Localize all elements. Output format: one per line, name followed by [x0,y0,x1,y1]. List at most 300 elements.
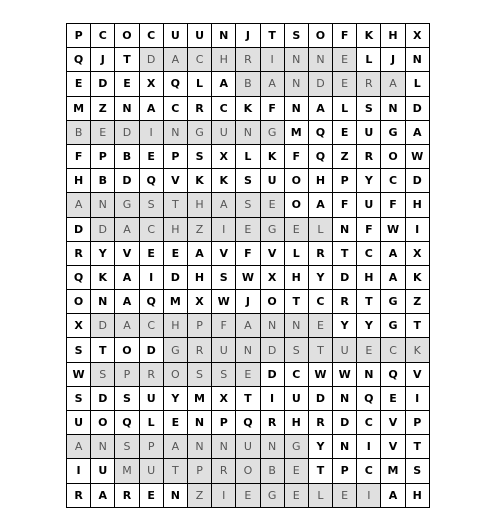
grid-cell-r1-c6[interactable]: H [212,48,236,72]
grid-cell-r7-c6[interactable]: A [212,193,236,217]
grid-cell-r16-c0[interactable]: U [67,411,91,435]
grid-cell-r4-c13[interactable]: G [381,121,405,145]
grid-cell-r14-c2[interactable]: P [115,363,139,387]
grid-cell-r11-c4[interactable]: M [164,290,188,314]
grid-cell-r0-c4[interactable]: U [164,24,188,48]
grid-cell-r7-c7[interactable]: S [236,193,260,217]
grid-cell-r0-c7[interactable]: J [236,24,260,48]
grid-cell-r18-c13[interactable]: M [381,459,405,483]
grid-cell-r4-c0[interactable]: B [67,121,91,145]
grid-cell-r5-c7[interactable]: L [236,145,260,169]
grid-cell-r6-c2[interactable]: D [115,169,139,193]
grid-cell-r5-c5[interactable]: S [188,145,212,169]
grid-cell-r8-c1[interactable]: D [91,218,115,242]
grid-cell-r9-c2[interactable]: V [115,242,139,266]
grid-cell-r15-c6[interactable]: X [212,387,236,411]
grid-cell-r4-c14[interactable]: A [406,121,430,145]
grid-cell-r15-c0[interactable]: S [67,387,91,411]
grid-cell-r0-c12[interactable]: K [357,24,381,48]
grid-cell-r10-c6[interactable]: S [212,266,236,290]
grid-cell-r16-c8[interactable]: R [261,411,285,435]
grid-cell-r17-c1[interactable]: N [91,435,115,459]
grid-cell-r12-c10[interactable]: E [309,314,333,338]
grid-cell-r18-c3[interactable]: U [140,459,164,483]
grid-cell-r16-c9[interactable]: H [285,411,309,435]
grid-cell-r1-c12[interactable]: L [357,48,381,72]
grid-cell-r3-c14[interactable]: D [406,97,430,121]
grid-cell-r13-c13[interactable]: C [381,338,405,362]
grid-cell-r10-c7[interactable]: W [236,266,260,290]
grid-cell-r13-c5[interactable]: R [188,338,212,362]
grid-cell-r17-c3[interactable]: P [140,435,164,459]
grid-cell-r6-c7[interactable]: S [236,169,260,193]
grid-cell-r2-c2[interactable]: E [115,72,139,96]
grid-cell-r10-c0[interactable]: Q [67,266,91,290]
grid-cell-r19-c10[interactable]: L [309,484,333,508]
grid-cell-r13-c9[interactable]: S [285,338,309,362]
grid-cell-r11-c1[interactable]: N [91,290,115,314]
grid-cell-r0-c0[interactable]: P [67,24,91,48]
grid-cell-r13-c10[interactable]: T [309,338,333,362]
grid-cell-r2-c6[interactable]: A [212,72,236,96]
grid-cell-r8-c0[interactable]: D [67,218,91,242]
grid-cell-r10-c1[interactable]: K [91,266,115,290]
grid-cell-r13-c8[interactable]: D [261,338,285,362]
grid-cell-r4-c1[interactable]: E [91,121,115,145]
grid-cell-r14-c0[interactable]: W [67,363,91,387]
grid-cell-r11-c7[interactable]: J [236,290,260,314]
grid-cell-r9-c6[interactable]: V [212,242,236,266]
grid-cell-r19-c14[interactable]: H [406,484,430,508]
grid-cell-r13-c6[interactable]: U [212,338,236,362]
grid-cell-r14-c8[interactable]: D [261,363,285,387]
grid-cell-r14-c13[interactable]: Q [381,363,405,387]
grid-cell-r3-c3[interactable]: A [140,97,164,121]
grid-cell-r10-c11[interactable]: D [333,266,357,290]
grid-cell-r8-c11[interactable]: N [333,218,357,242]
grid-cell-r9-c4[interactable]: E [164,242,188,266]
grid-cell-r6-c1[interactable]: B [91,169,115,193]
grid-cell-r12-c1[interactable]: D [91,314,115,338]
grid-cell-r3-c5[interactable]: R [188,97,212,121]
grid-cell-r16-c13[interactable]: V [381,411,405,435]
grid-cell-r9-c0[interactable]: R [67,242,91,266]
grid-cell-r1-c9[interactable]: N [285,48,309,72]
grid-cell-r8-c3[interactable]: C [140,218,164,242]
grid-cell-r14-c10[interactable]: W [309,363,333,387]
grid-cell-r12-c6[interactable]: F [212,314,236,338]
grid-cell-r4-c5[interactable]: G [188,121,212,145]
grid-cell-r14-c9[interactable]: C [285,363,309,387]
grid-cell-r15-c5[interactable]: M [188,387,212,411]
grid-cell-r1-c5[interactable]: C [188,48,212,72]
grid-cell-r0-c14[interactable]: X [406,24,430,48]
grid-cell-r16-c5[interactable]: N [188,411,212,435]
grid-cell-r12-c14[interactable]: T [406,314,430,338]
grid-cell-r15-c14[interactable]: I [406,387,430,411]
grid-cell-r8-c9[interactable]: E [285,218,309,242]
grid-cell-r18-c5[interactable]: P [188,459,212,483]
grid-cell-r10-c14[interactable]: K [406,266,430,290]
grid-cell-r6-c3[interactable]: Q [140,169,164,193]
grid-cell-r13-c12[interactable]: E [357,338,381,362]
grid-cell-r3-c8[interactable]: F [261,97,285,121]
grid-cell-r11-c2[interactable]: A [115,290,139,314]
grid-cell-r6-c6[interactable]: K [212,169,236,193]
grid-cell-r14-c6[interactable]: S [212,363,236,387]
grid-cell-r0-c3[interactable]: C [140,24,164,48]
grid-cell-r10-c3[interactable]: I [140,266,164,290]
grid-cell-r5-c4[interactable]: P [164,145,188,169]
grid-cell-r9-c10[interactable]: R [309,242,333,266]
grid-cell-r0-c10[interactable]: O [309,24,333,48]
grid-cell-r19-c0[interactable]: R [67,484,91,508]
grid-cell-r12-c2[interactable]: A [115,314,139,338]
grid-cell-r14-c4[interactable]: O [164,363,188,387]
grid-cell-r1-c10[interactable]: N [309,48,333,72]
grid-cell-r16-c3[interactable]: L [140,411,164,435]
grid-cell-r18-c12[interactable]: C [357,459,381,483]
grid-cell-r13-c7[interactable]: N [236,338,260,362]
grid-cell-r3-c12[interactable]: S [357,97,381,121]
grid-cell-r2-c8[interactable]: A [261,72,285,96]
grid-cell-r0-c8[interactable]: T [261,24,285,48]
grid-cell-r11-c6[interactable]: W [212,290,236,314]
grid-cell-r10-c13[interactable]: A [381,266,405,290]
grid-cell-r11-c9[interactable]: T [285,290,309,314]
grid-cell-r18-c14[interactable]: S [406,459,430,483]
grid-cell-r19-c11[interactable]: E [333,484,357,508]
grid-cell-r4-c7[interactable]: N [236,121,260,145]
grid-cell-r9-c14[interactable]: X [406,242,430,266]
grid-cell-r12-c9[interactable]: N [285,314,309,338]
grid-cell-r17-c0[interactable]: A [67,435,91,459]
grid-cell-r16-c1[interactable]: O [91,411,115,435]
grid-cell-r4-c8[interactable]: G [261,121,285,145]
grid-cell-r7-c10[interactable]: A [309,193,333,217]
grid-cell-r16-c4[interactable]: E [164,411,188,435]
grid-cell-r19-c2[interactable]: R [115,484,139,508]
grid-cell-r19-c1[interactable]: A [91,484,115,508]
grid-cell-r11-c11[interactable]: R [333,290,357,314]
grid-cell-r12-c8[interactable]: N [261,314,285,338]
grid-cell-r11-c3[interactable]: Q [140,290,164,314]
grid-cell-r16-c11[interactable]: D [333,411,357,435]
grid-cell-r3-c0[interactable]: M [67,97,91,121]
grid-cell-r5-c9[interactable]: F [285,145,309,169]
grid-cell-r2-c12[interactable]: R [357,72,381,96]
grid-cell-r5-c13[interactable]: O [381,145,405,169]
grid-cell-r11-c10[interactable]: C [309,290,333,314]
grid-cell-r6-c13[interactable]: C [381,169,405,193]
grid-cell-r7-c14[interactable]: H [406,193,430,217]
grid-cell-r0-c1[interactable]: C [91,24,115,48]
grid-cell-r14-c7[interactable]: E [236,363,260,387]
grid-cell-r5-c6[interactable]: X [212,145,236,169]
grid-cell-r9-c5[interactable]: A [188,242,212,266]
grid-cell-r8-c10[interactable]: L [309,218,333,242]
grid-cell-r7-c1[interactable]: N [91,193,115,217]
grid-cell-r2-c1[interactable]: D [91,72,115,96]
grid-cell-r11-c8[interactable]: O [261,290,285,314]
grid-cell-r17-c5[interactable]: N [188,435,212,459]
grid-cell-r15-c1[interactable]: D [91,387,115,411]
grid-cell-r12-c4[interactable]: H [164,314,188,338]
grid-cell-r16-c6[interactable]: P [212,411,236,435]
grid-cell-r2-c11[interactable]: E [333,72,357,96]
grid-cell-r18-c11[interactable]: P [333,459,357,483]
grid-cell-r3-c7[interactable]: K [236,97,260,121]
grid-cell-r15-c11[interactable]: N [333,387,357,411]
grid-cell-r19-c8[interactable]: G [261,484,285,508]
grid-cell-r2-c4[interactable]: Q [164,72,188,96]
grid-cell-r19-c5[interactable]: Z [188,484,212,508]
grid-cell-r15-c4[interactable]: Y [164,387,188,411]
grid-cell-r2-c7[interactable]: B [236,72,260,96]
grid-cell-r6-c0[interactable]: H [67,169,91,193]
grid-cell-r8-c12[interactable]: F [357,218,381,242]
grid-cell-r17-c7[interactable]: U [236,435,260,459]
grid-cell-r6-c8[interactable]: U [261,169,285,193]
grid-cell-r9-c11[interactable]: T [333,242,357,266]
grid-cell-r15-c8[interactable]: I [261,387,285,411]
grid-cell-r14-c11[interactable]: W [333,363,357,387]
grid-cell-r1-c4[interactable]: A [164,48,188,72]
grid-cell-r5-c0[interactable]: F [67,145,91,169]
grid-cell-r5-c1[interactable]: P [91,145,115,169]
grid-cell-r3-c10[interactable]: A [309,97,333,121]
grid-cell-r5-c14[interactable]: W [406,145,430,169]
grid-cell-r1-c14[interactable]: N [406,48,430,72]
grid-cell-r18-c10[interactable]: T [309,459,333,483]
grid-cell-r10-c5[interactable]: H [188,266,212,290]
grid-cell-r10-c8[interactable]: X [261,266,285,290]
grid-cell-r9-c9[interactable]: L [285,242,309,266]
grid-cell-r17-c12[interactable]: I [357,435,381,459]
grid-cell-r9-c12[interactable]: C [357,242,381,266]
grid-cell-r14-c1[interactable]: S [91,363,115,387]
grid-cell-r5-c3[interactable]: E [140,145,164,169]
grid-cell-r11-c14[interactable]: Z [406,290,430,314]
grid-cell-r6-c4[interactable]: V [164,169,188,193]
grid-cell-r15-c10[interactable]: D [309,387,333,411]
grid-cell-r15-c12[interactable]: Q [357,387,381,411]
grid-cell-r8-c7[interactable]: E [236,218,260,242]
grid-cell-r4-c9[interactable]: M [285,121,309,145]
grid-cell-r16-c2[interactable]: Q [115,411,139,435]
grid-cell-r17-c10[interactable]: Y [309,435,333,459]
grid-cell-r3-c2[interactable]: N [115,97,139,121]
grid-cell-r2-c0[interactable]: E [67,72,91,96]
grid-cell-r12-c7[interactable]: A [236,314,260,338]
grid-cell-r3-c1[interactable]: Z [91,97,115,121]
grid-cell-r16-c7[interactable]: Q [236,411,260,435]
grid-cell-r8-c6[interactable]: I [212,218,236,242]
grid-cell-r2-c5[interactable]: L [188,72,212,96]
grid-cell-r3-c13[interactable]: N [381,97,405,121]
grid-cell-r2-c9[interactable]: N [285,72,309,96]
grid-cell-r12-c13[interactable]: G [381,314,405,338]
grid-cell-r4-c10[interactable]: Q [309,121,333,145]
grid-cell-r7-c9[interactable]: O [285,193,309,217]
grid-cell-r6-c11[interactable]: P [333,169,357,193]
grid-cell-r3-c4[interactable]: C [164,97,188,121]
grid-cell-r16-c12[interactable]: C [357,411,381,435]
grid-cell-r6-c9[interactable]: O [285,169,309,193]
grid-cell-r5-c10[interactable]: Q [309,145,333,169]
grid-cell-r18-c0[interactable]: I [67,459,91,483]
grid-cell-r2-c14[interactable]: L [406,72,430,96]
grid-cell-r5-c12[interactable]: R [357,145,381,169]
grid-cell-r10-c9[interactable]: H [285,266,309,290]
grid-cell-r12-c0[interactable]: X [67,314,91,338]
grid-cell-r15-c3[interactable]: U [140,387,164,411]
grid-cell-r17-c9[interactable]: G [285,435,309,459]
grid-cell-r16-c10[interactable]: R [309,411,333,435]
grid-cell-r1-c8[interactable]: I [261,48,285,72]
grid-cell-r11-c12[interactable]: T [357,290,381,314]
grid-cell-r4-c11[interactable]: E [333,121,357,145]
grid-cell-r7-c0[interactable]: A [67,193,91,217]
grid-cell-r18-c1[interactable]: U [91,459,115,483]
grid-cell-r4-c4[interactable]: N [164,121,188,145]
grid-cell-r6-c14[interactable]: D [406,169,430,193]
grid-cell-r13-c11[interactable]: U [333,338,357,362]
grid-cell-r8-c4[interactable]: H [164,218,188,242]
grid-cell-r0-c11[interactable]: F [333,24,357,48]
grid-cell-r3-c9[interactable]: N [285,97,309,121]
grid-cell-r18-c9[interactable]: E [285,459,309,483]
grid-cell-r12-c3[interactable]: C [140,314,164,338]
grid-cell-r7-c12[interactable]: U [357,193,381,217]
grid-cell-r17-c4[interactable]: A [164,435,188,459]
grid-cell-r8-c13[interactable]: W [381,218,405,242]
grid-cell-r15-c7[interactable]: T [236,387,260,411]
grid-cell-r8-c14[interactable]: I [406,218,430,242]
grid-cell-r14-c14[interactable]: V [406,363,430,387]
grid-cell-r10-c12[interactable]: H [357,266,381,290]
grid-cell-r6-c10[interactable]: H [309,169,333,193]
grid-cell-r3-c11[interactable]: L [333,97,357,121]
grid-cell-r2-c13[interactable]: A [381,72,405,96]
grid-cell-r13-c0[interactable]: S [67,338,91,362]
grid-cell-r7-c11[interactable]: F [333,193,357,217]
grid-cell-r14-c12[interactable]: N [357,363,381,387]
grid-cell-r19-c7[interactable]: E [236,484,260,508]
grid-cell-r1-c3[interactable]: D [140,48,164,72]
grid-cell-r12-c11[interactable]: Y [333,314,357,338]
grid-cell-r6-c12[interactable]: Y [357,169,381,193]
grid-cell-r1-c1[interactable]: J [91,48,115,72]
grid-cell-r13-c4[interactable]: G [164,338,188,362]
grid-cell-r7-c5[interactable]: H [188,193,212,217]
grid-cell-r7-c13[interactable]: F [381,193,405,217]
grid-cell-r1-c11[interactable]: E [333,48,357,72]
grid-cell-r16-c14[interactable]: P [406,411,430,435]
grid-cell-r18-c7[interactable]: O [236,459,260,483]
grid-cell-r7-c4[interactable]: T [164,193,188,217]
grid-cell-r4-c6[interactable]: U [212,121,236,145]
grid-cell-r7-c2[interactable]: G [115,193,139,217]
grid-cell-r18-c4[interactable]: T [164,459,188,483]
grid-cell-r19-c6[interactable]: I [212,484,236,508]
grid-cell-r5-c8[interactable]: K [261,145,285,169]
grid-cell-r11-c0[interactable]: O [67,290,91,314]
grid-cell-r0-c13[interactable]: H [381,24,405,48]
grid-cell-r4-c3[interactable]: I [140,121,164,145]
grid-cell-r17-c6[interactable]: N [212,435,236,459]
grid-cell-r19-c12[interactable]: I [357,484,381,508]
grid-cell-r4-c12[interactable]: U [357,121,381,145]
grid-cell-r9-c7[interactable]: F [236,242,260,266]
grid-cell-r9-c8[interactable]: V [261,242,285,266]
grid-cell-r15-c13[interactable]: E [381,387,405,411]
grid-cell-r0-c5[interactable]: U [188,24,212,48]
grid-cell-r12-c12[interactable]: Y [357,314,381,338]
grid-cell-r14-c5[interactable]: S [188,363,212,387]
grid-cell-r13-c2[interactable]: O [115,338,139,362]
grid-cell-r19-c3[interactable]: E [140,484,164,508]
grid-cell-r10-c2[interactable]: A [115,266,139,290]
grid-cell-r9-c13[interactable]: A [381,242,405,266]
grid-cell-r5-c11[interactable]: Z [333,145,357,169]
grid-cell-r8-c5[interactable]: Z [188,218,212,242]
grid-cell-r10-c10[interactable]: Y [309,266,333,290]
grid-cell-r18-c2[interactable]: M [115,459,139,483]
grid-cell-r15-c2[interactable]: S [115,387,139,411]
grid-cell-r7-c8[interactable]: E [261,193,285,217]
grid-cell-r17-c8[interactable]: N [261,435,285,459]
grid-cell-r8-c2[interactable]: A [115,218,139,242]
grid-cell-r19-c13[interactable]: A [381,484,405,508]
grid-cell-r17-c14[interactable]: T [406,435,430,459]
grid-cell-r1-c2[interactable]: T [115,48,139,72]
grid-cell-r3-c6[interactable]: C [212,97,236,121]
grid-cell-r12-c5[interactable]: P [188,314,212,338]
grid-cell-r15-c9[interactable]: U [285,387,309,411]
grid-cell-r6-c5[interactable]: K [188,169,212,193]
grid-cell-r9-c1[interactable]: Y [91,242,115,266]
grid-cell-r8-c8[interactable]: G [261,218,285,242]
grid-cell-r17-c11[interactable]: N [333,435,357,459]
grid-cell-r1-c13[interactable]: J [381,48,405,72]
grid-cell-r18-c8[interactable]: B [261,459,285,483]
grid-cell-r5-c2[interactable]: B [115,145,139,169]
grid-cell-r13-c3[interactable]: D [140,338,164,362]
grid-cell-r17-c2[interactable]: S [115,435,139,459]
grid-cell-r0-c9[interactable]: S [285,24,309,48]
grid-cell-r18-c6[interactable]: R [212,459,236,483]
grid-cell-r1-c7[interactable]: R [236,48,260,72]
grid-cell-r0-c2[interactable]: O [115,24,139,48]
grid-cell-r17-c13[interactable]: V [381,435,405,459]
grid-cell-r2-c10[interactable]: D [309,72,333,96]
grid-cell-r7-c3[interactable]: S [140,193,164,217]
grid-cell-r4-c2[interactable]: D [115,121,139,145]
grid-cell-r19-c9[interactable]: E [285,484,309,508]
grid-cell-r0-c6[interactable]: N [212,24,236,48]
grid-cell-r9-c3[interactable]: E [140,242,164,266]
grid-cell-r14-c3[interactable]: R [140,363,164,387]
grid-cell-r10-c4[interactable]: D [164,266,188,290]
grid-cell-r13-c1[interactable]: T [91,338,115,362]
grid-cell-r1-c0[interactable]: Q [67,48,91,72]
grid-cell-r13-c14[interactable]: K [406,338,430,362]
grid-cell-r2-c3[interactable]: X [140,72,164,96]
grid-cell-r11-c5[interactable]: X [188,290,212,314]
grid-cell-r11-c13[interactable]: G [381,290,405,314]
grid-cell-r19-c4[interactable]: N [164,484,188,508]
